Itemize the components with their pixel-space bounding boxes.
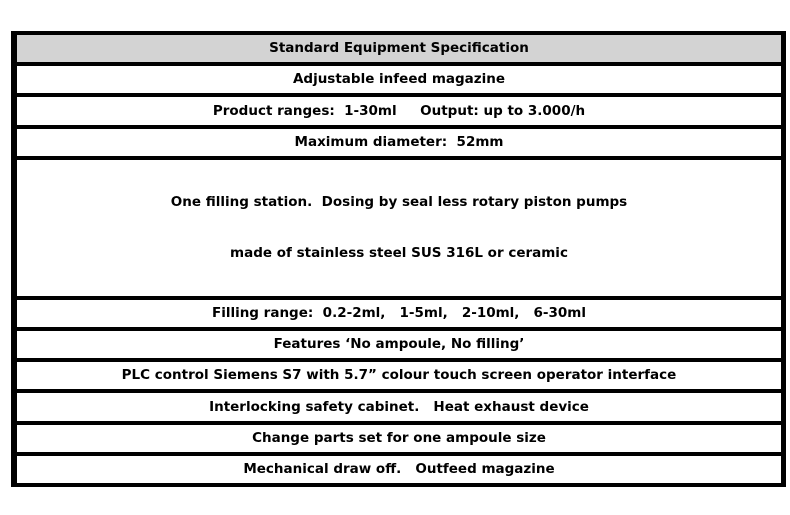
- table-row-label: Maximum diameter: 52mm: [294, 133, 504, 150]
- table-row-label-line-1: One filling station. Dosing by seal less rotary piston pumps: [170, 193, 628, 210]
- table-row-label-line-2: made of stainless steel SUS 316L or ceramic: [230, 244, 568, 261]
- table-row-label: Features ‘No ampoule, No filling’: [273, 336, 525, 353]
- table-row-safety-cabinet: [17, 393, 781, 420]
- table-row-change-parts: [17, 425, 781, 452]
- table-row-filling-range: [17, 300, 781, 327]
- table-row-label: Change parts set for one ampoule size: [252, 429, 546, 446]
- specification-table: [11, 31, 786, 487]
- table-header: [17, 35, 781, 62]
- table-row-features: [17, 331, 781, 358]
- table-header-label: Standard Equipment Specification: [269, 40, 529, 57]
- table-row-label: Filling range: 0.2-2ml, 1-5ml, 2-10ml, 6-30ml: [211, 304, 587, 321]
- table-row-filling-station: [17, 160, 781, 296]
- table-row-label: Mechanical draw off. Outfeed magazine: [243, 460, 555, 477]
- table-row-draw-off: [17, 456, 781, 483]
- table-row-infeed: [17, 66, 781, 93]
- table-row-label: Adjustable infeed magazine: [292, 71, 506, 88]
- table-row-label: PLC control Siemens S7 with 5.7” colour touch screen operator interface: [121, 367, 677, 384]
- table-row-label: Interlocking safety cabinet. Heat exhaust device: [209, 398, 589, 415]
- table-row-product-ranges: [17, 97, 781, 124]
- table-row-max-diameter: [17, 129, 781, 156]
- table-row-label: Product ranges: 1-30ml Output: up to 3.000/h: [212, 102, 586, 119]
- table-row-plc-control: [17, 362, 781, 389]
